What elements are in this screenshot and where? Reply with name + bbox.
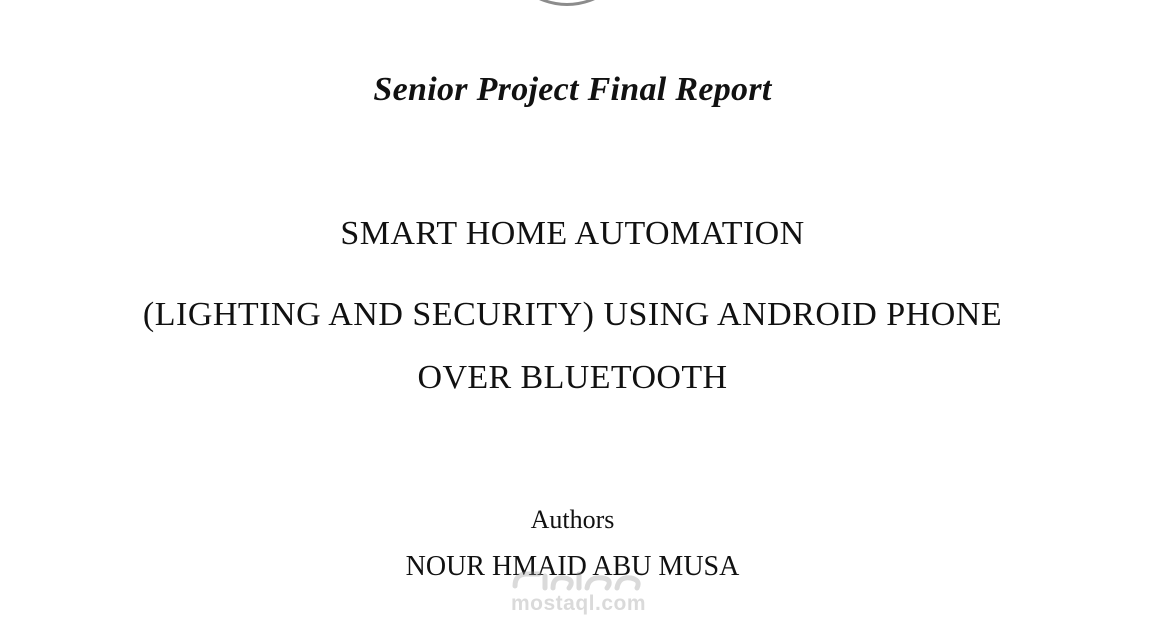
report-type: Senior Project Final Report [373,71,772,108]
author-name: NOUR HMAID ABU MUSA [405,551,740,582]
title-line-3: OVER BLUETOOTH [417,359,728,396]
watermark-text: mostaql.com [510,592,647,615]
title-line-2: (LIGHTING AND SECURITY) USING ANDROID PHONE [142,296,1003,333]
title-line-1: SMART HOME AUTOMATION [340,215,805,252]
authors-heading: Authors [530,505,615,534]
university-seal [507,0,627,6]
